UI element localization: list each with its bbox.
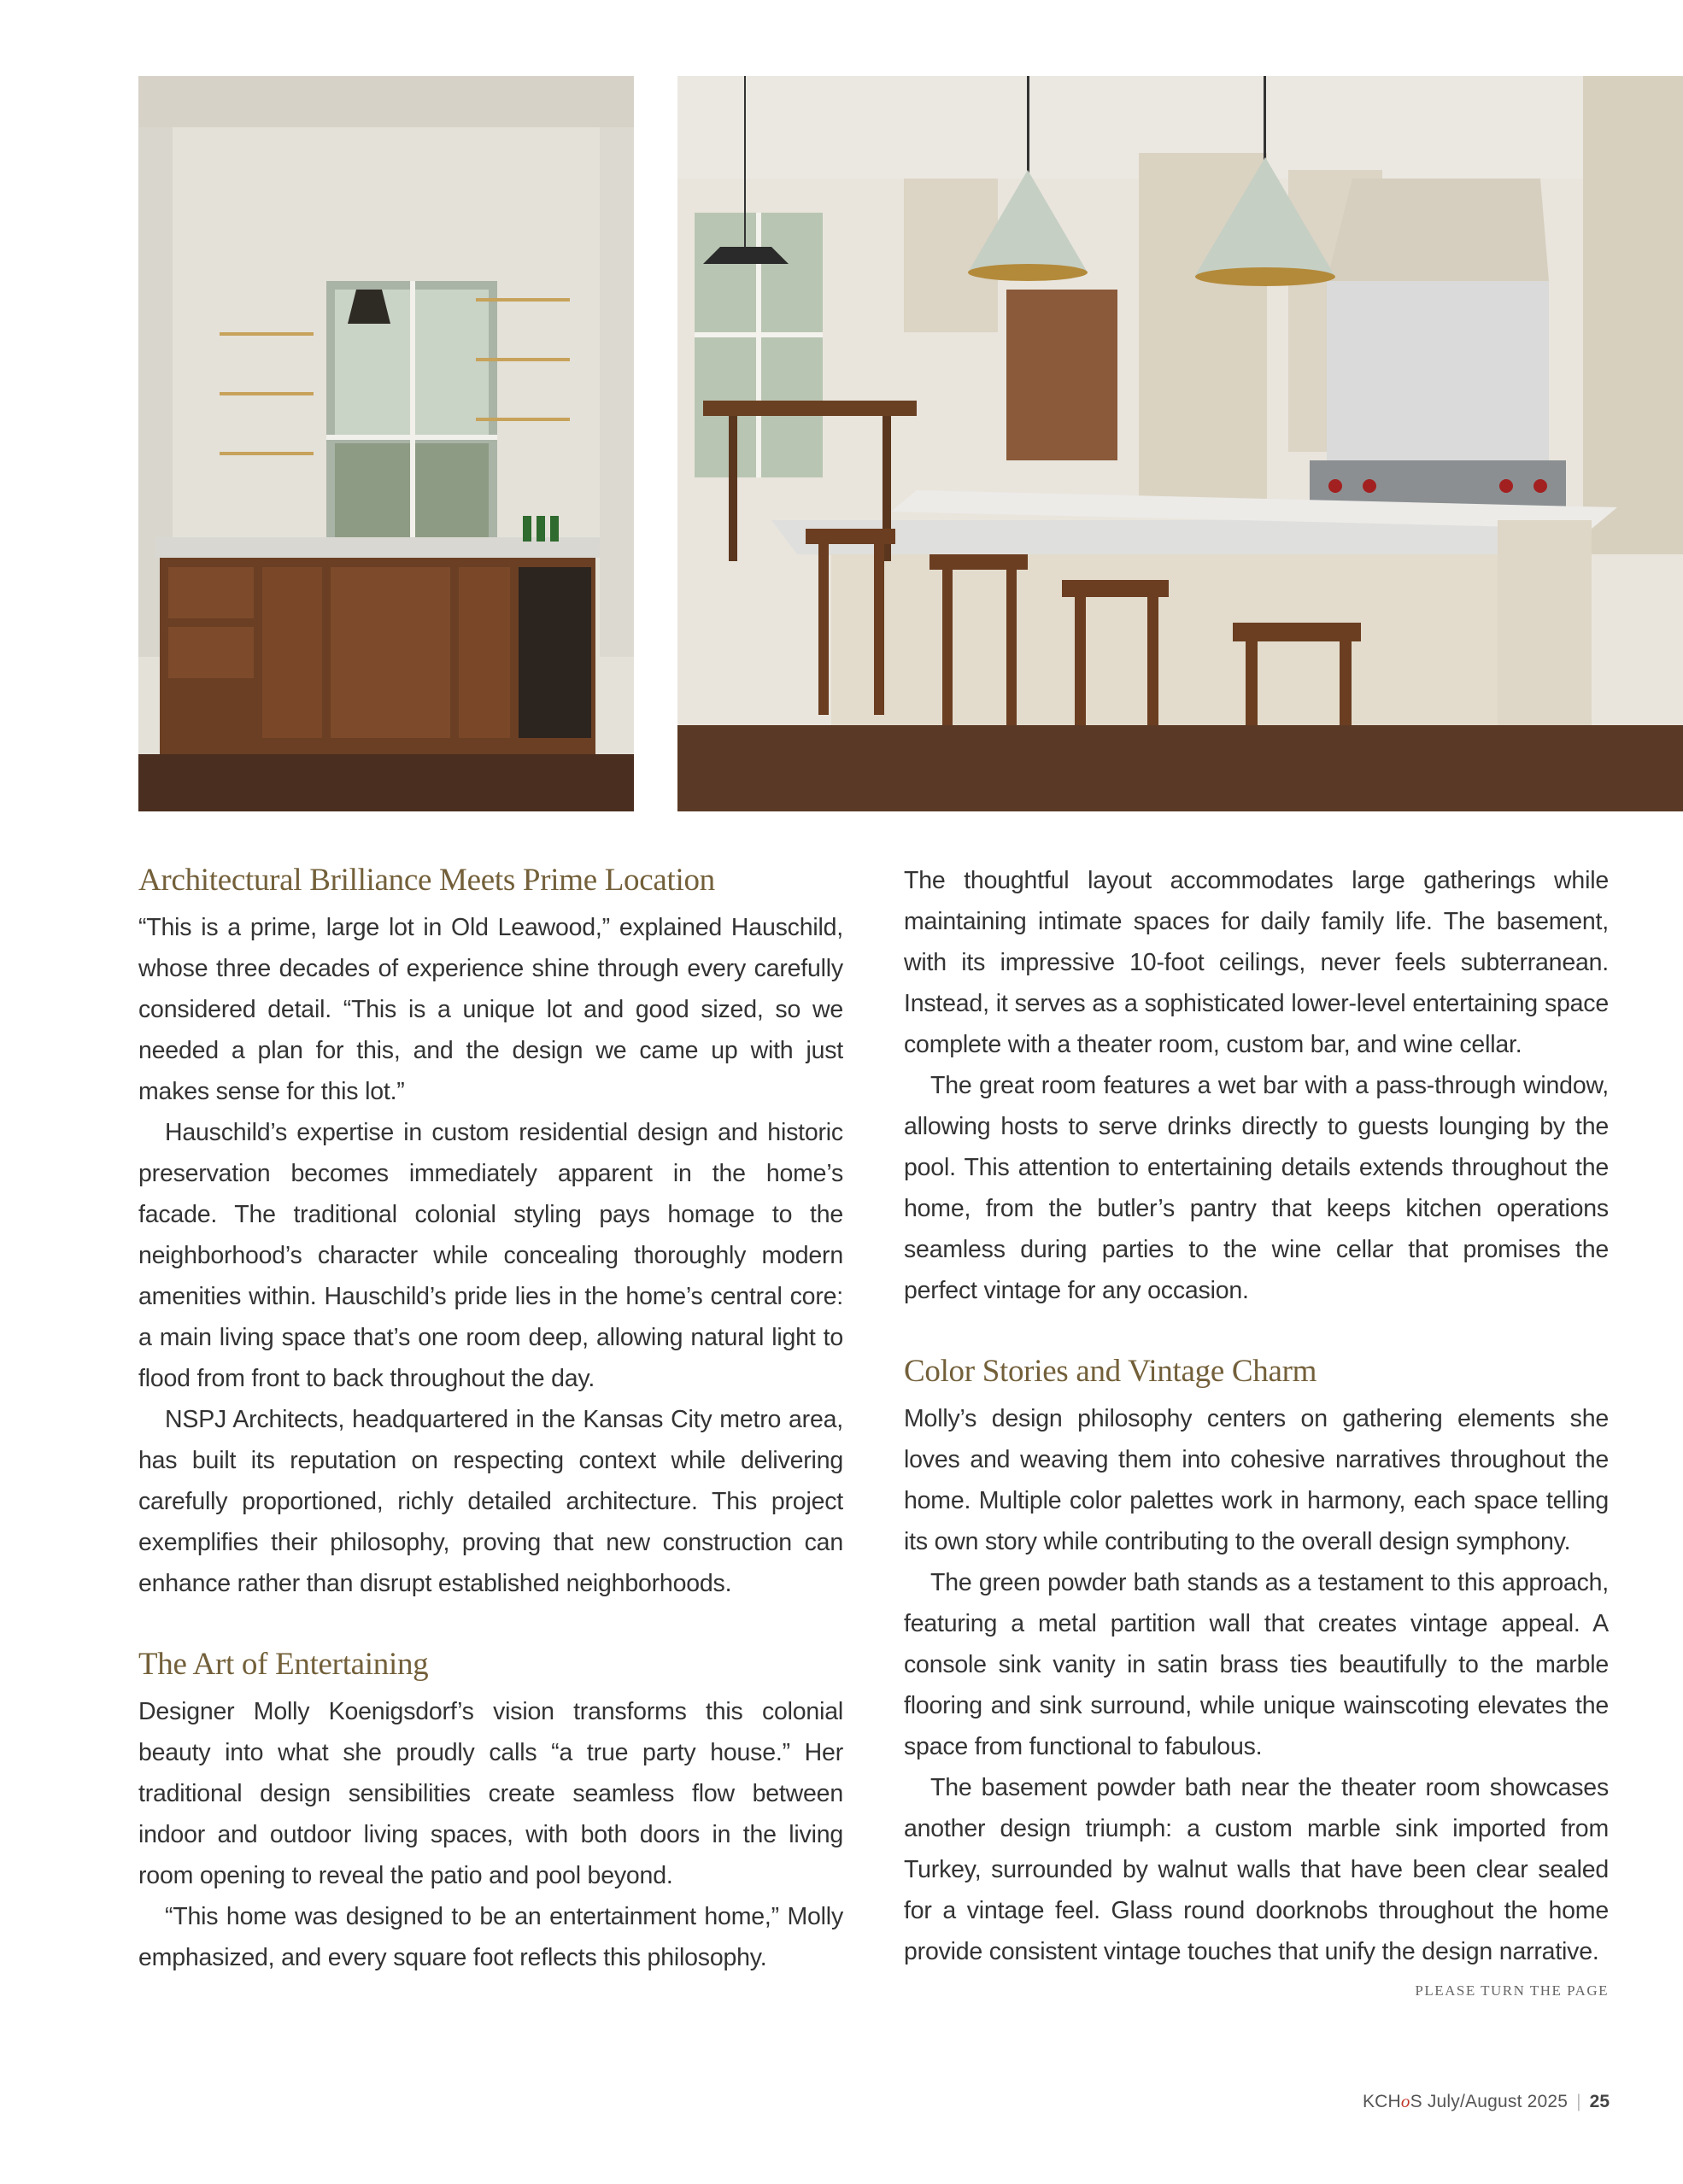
kitchen-photo-illustration <box>677 76 1683 811</box>
wet-bar-photo-illustration <box>138 76 634 811</box>
paragraph: The thoughtful layout accommodates large gatherings while maintaining intimate spaces for daily family life. The basement, with its impressive 10-foot ceilings, never feels subterranean. Instead, it serves as a sophisticated lower-level entertaining space complete with a theater room, custom bar, and wine cellar. <box>904 867 1609 1058</box>
publication-name <box>1363 2091 1568 2112</box>
publication-prefix: KCH <box>1362 2092 1401 2111</box>
section-heading-architectural-brilliance: Architectural Brilliance Meets Prime Location <box>138 863 715 898</box>
section-heading-art-of-entertaining: The Art of Entertaining <box>138 1647 429 1682</box>
paragraph: Designer Molly Koenigsdorf’s vision transforms this colonial beauty into what she proudly calls “a true party house.” Her traditional design sensibilities create seamless flow between indoor and outdoor living spaces, with both doors in the living room opening to reveal the patio and pool beyond. <box>138 1698 843 1889</box>
paragraph: Hauschild’s expertise in custom residential design and historic preservation becomes immediately apparent in the home’s facade. The traditional colonial styling pays homage to the neighborhood’s character while concealing thoroughly modern amenities within. Hauschild’s pride lies in the home’s central core: a main living space that’s one room deep, allowing natural light to flood from front to back throughout the day. <box>138 1119 843 1392</box>
section-heading-color-stories: Color Stories and Vintage Charm <box>904 1354 1317 1389</box>
publication-issue: S July/August 2025 <box>1410 2092 1569 2111</box>
right-text-column <box>904 854 1609 2000</box>
paragraph: The great room features a wet bar with a pass-through window, allowing hosts to serve drinks directly to guests lounging by the pool. This attention to entertaining details extends throughout the home, from the butler’s pantry that keeps kitchen operations seamless during parties to the wine cellar that promises the perfect vintage for any occasion. <box>904 1072 1609 1304</box>
paragraph: “This home was designed to be an entertainment home,” Molly emphasized, and every square foot reflects this philosophy. <box>138 1903 843 1971</box>
paragraph: Molly’s design philosophy centers on gathering elements she loves and weaving them into cohesive narratives throughout the home. Multiple color palettes work in harmony, each space telling its own story while contributing to the overall design symphony. <box>904 1405 1609 1555</box>
footer-separator: | <box>1576 2091 1581 2111</box>
page-number: 25 <box>1589 2091 1610 2111</box>
kitchen-photo <box>677 76 1683 811</box>
paragraph: NSPJ Architects, headquartered in the Kansas City metro area, has built its reputation on respecting context while delivering carefully proportioned, richly detailed architecture. This project exemplifies their philosophy, proving that new construction can enhance rather than disrupt established neighborhoods. <box>138 1406 843 1597</box>
paragraph: “This is a prime, large lot in Old Leawood,” explained Hauschild, whose three decades of experience shine through every carefully considered detail. “This is a unique lot and good sized, so we needed a plan for this, and the design we came up with just makes sense for this lot.” <box>138 914 843 1105</box>
left-text-column <box>138 854 843 1978</box>
publication-logo-mark: o <box>1400 2091 1410 2111</box>
paragraph: The basement powder bath near the theater room showcases another design triumph: a custom marble sink imported from Turkey, surrounded by walnut walls that have been clear sealed for a vintage feel. Glass round doorknobs throughout the home provide consistent vintage touches that unify the design narrative. <box>904 1774 1609 1965</box>
please-turn-the-page: PLEASE TURN THE PAGE <box>1415 1982 1609 1999</box>
page-footer <box>1363 2091 1610 2112</box>
wet-bar-photo <box>138 76 634 811</box>
paragraph: The green powder bath stands as a testament to this approach, featuring a metal partition wall that creates vintage appeal. A console sink vanity in satin brass ties beautifully to the marble flooring and sink surround, while unique wainscoting elevates the space from functional to fabulous. <box>904 1569 1609 1760</box>
